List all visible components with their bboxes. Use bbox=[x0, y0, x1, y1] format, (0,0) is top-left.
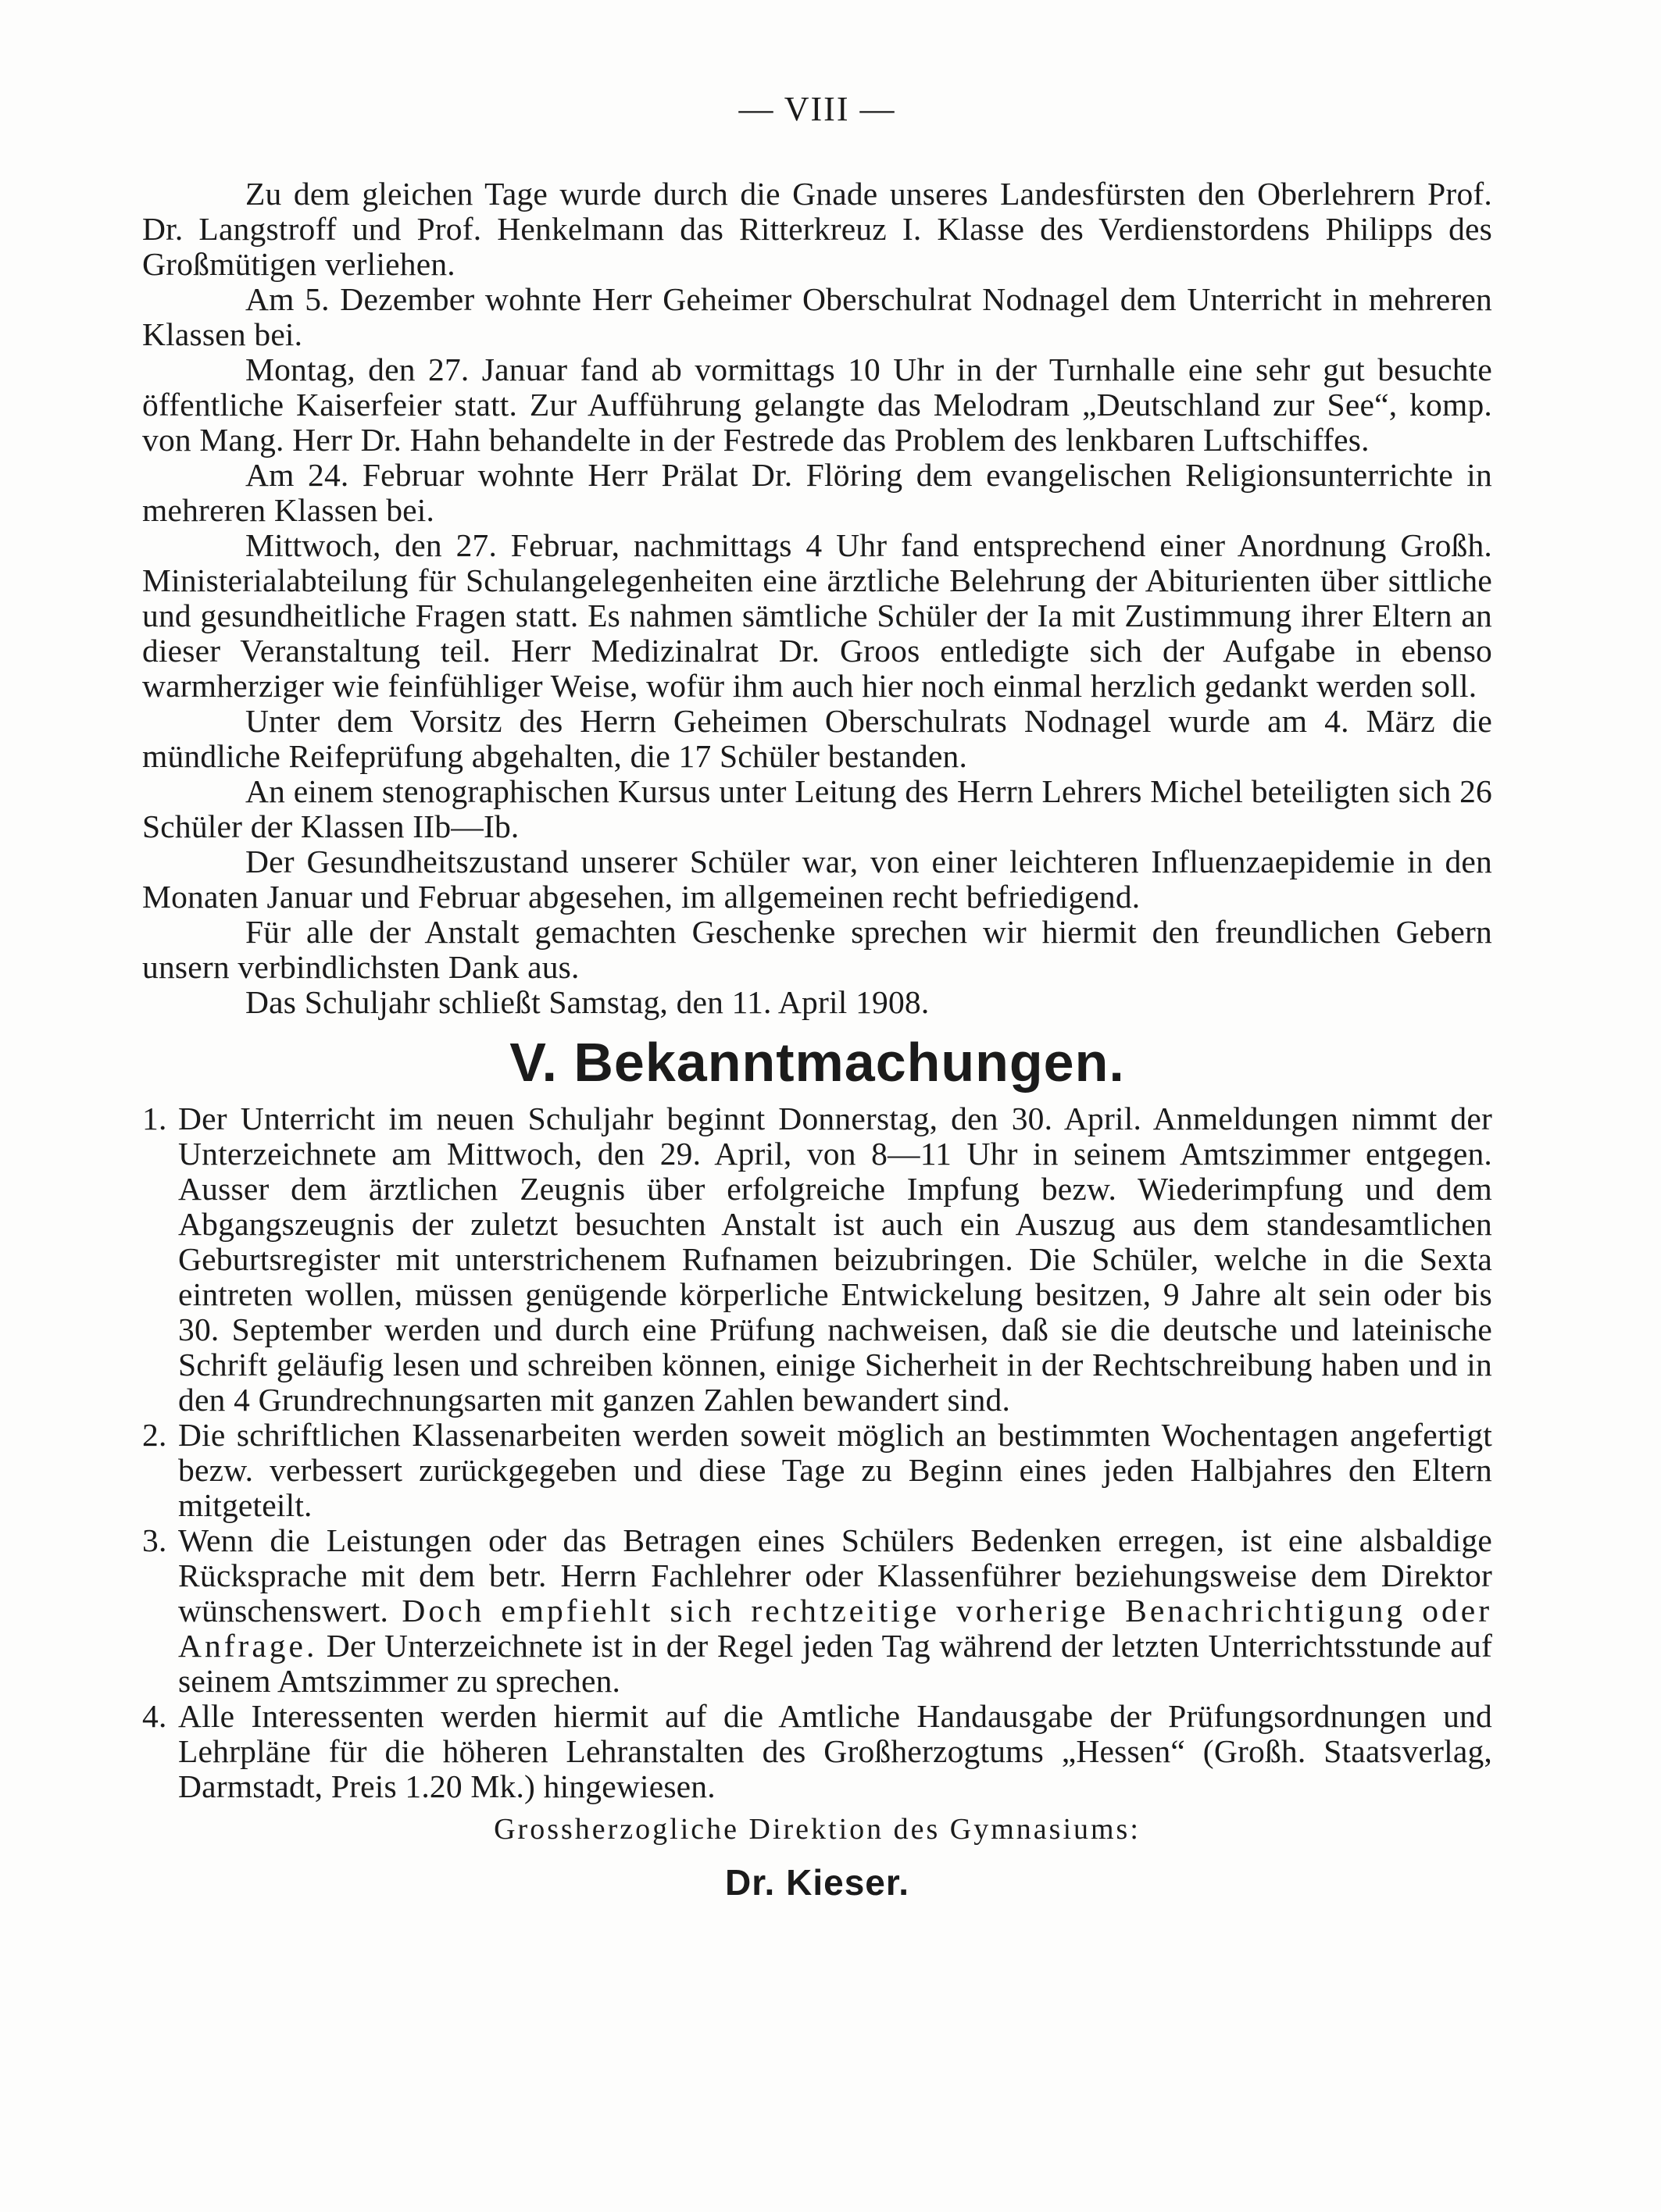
paragraph: An einem stenographischen Kursus unter Leitung des Herrn Lehrers Michel beteiligten sich 26 Schüler der Klassen IIb—Ib. bbox=[142, 773, 1492, 844]
paragraph: Für alle der Anstalt gemachten Geschenke sprechen wir hiermit den freundlichen Gebern unsern verbindlichsten Dank aus. bbox=[142, 914, 1492, 985]
announcement-item bbox=[142, 1418, 1492, 1523]
page-number: — VIII — bbox=[738, 90, 896, 128]
paragraph: Montag, den 27. Januar fand ab vormittags 10 Uhr in der Turnhalle eine sehr gut besuchte öffentliche Kaiserfeier statt. Zur Aufführung gelangte das Melodram „Deutschland zur See“, komp. von Mang. Herr Dr. Hahn behandelte in der Festrede das Problem des lenkbaren Luftschiffes. bbox=[142, 351, 1492, 458]
announcement-text: Alle Interessenten werden hiermit auf die Amtliche Handausgabe der Prüfungsordnungen und Lehrpläne für die höheren Lehranstalten des Großherzogtums „Hessen“ (Großh. Staatsverlag, Darmstadt, Preis 1.20 Mk.) hingewiesen. bbox=[178, 1698, 1492, 1804]
page-content bbox=[142, 86, 1492, 1906]
paragraph: Das Schuljahr schließt Samstag, den 11. April 1908. bbox=[245, 984, 930, 1020]
announcement-number: 4. bbox=[142, 1698, 167, 1734]
section-heading: V. Bekanntmachungen. bbox=[509, 1032, 1125, 1093]
announcement-item bbox=[142, 1699, 1492, 1804]
signature-name: Dr. Kieser. bbox=[724, 1862, 910, 1903]
paragraph: Zu dem gleichen Tage wurde durch die Gnade unseres Landesfürsten den Oberlehrern Prof. Dr. Langstroff und Prof. Henkelmann das Ritterkreuz I. Klasse des Verdienstordens Philipps des Großmütigen verliehen. bbox=[142, 176, 1492, 282]
paragraph: Mittwoch, den 27. Februar, nachmittags 4 Uhr fand entsprechend einer Anordnung Großh. Ministerialabteilung für Schulangelegenheiten eine ärztliche Belehrung der Abiturienten über sittliche und gesundheitliche Fragen statt. Es nahmen sämtliche Schüler der Ia mit Zustimmung ihrer Eltern an dieser Veranstaltung teil. Herr Medizinalrat Dr. Groos entledigte sich der Aufgabe in ebenso warmherziger wie feinfühliger Weise, wofür ihm auch hier noch einmal herzlich gedankt werden soll. bbox=[142, 527, 1492, 704]
signature-organization: Grossherzogliche Direktion des Gymnasiums: bbox=[494, 1813, 1141, 1846]
paragraph: Am 5. Dezember wohnte Herr Geheimer Oberschulrat Nodnagel dem Unterricht in mehreren Klassen bei. bbox=[142, 281, 1492, 352]
announcement-emphasized-text: Doch empfiehlt sich rechtzeitige vorherige Benachrichtigung oder Anfrage. bbox=[178, 1593, 1493, 1664]
announcement-number: 2. bbox=[142, 1417, 167, 1453]
announcement-item bbox=[142, 1523, 1492, 1699]
announcement-item bbox=[142, 1101, 1492, 1418]
announcement-text: Die schriftlichen Klassenarbeiten werden soweit möglich an bestimmten Wochentagen angefertigt bezw. verbessert zurückgegeben und diese Tage zu Beginn eines jeden Halbjahres den Eltern mitgeteilt. bbox=[178, 1417, 1492, 1523]
paragraph: Unter dem Vorsitz des Herrn Geheimen Oberschulrats Nodnagel wurde am 4. März die mündliche Reifeprüfung abgehalten, die 17 Schüler bestanden. bbox=[142, 703, 1492, 774]
announcement-number: 1. bbox=[142, 1101, 167, 1136]
announcement-text: Der Unterricht im neuen Schuljahr beginnt Donnerstag, den 30. April. Anmeldungen nimmt der Unterzeichnete am Mittwoch, den 29. April, von 8—11 Uhr in seinem Amtszimmer entgegen. Ausser dem ärztlichen Zeugnis über erfolgreiche Impfung bezw. Wiederimpfung und dem Abgangszeugnis der zuletzt besuchten Anstalt ist auch ein Auszug aus dem standesamtlichen Geburtsregister mit unterstrichenem Rufnamen beizubringen. Die Schüler, welche in die Sexta eintreten wollen, müssen genügende körperliche Entwickelung besitzen, 9 Jahre alt sein oder bis 30. September werden und durch eine Prüfung nachweisen, daß sie die deutsche und lateinische Schrift geläufig lesen und schreiben können, einige Sicherheit in der Rechtschreibung haben und in den 4 Grundrechnungsarten mit ganzen Zahlen bewandert sind. bbox=[178, 1101, 1492, 1418]
paragraph: Der Gesundheitszustand unserer Schüler war, von einer leichteren Influenzaepidemie in den Monaten Januar und Februar abgesehen, im allgemeinen recht befriedigend. bbox=[142, 844, 1492, 915]
announcement-number: 3. bbox=[142, 1522, 167, 1558]
paragraph: Am 24. Februar wohnte Herr Prälat Dr. Flöring dem evangelischen Religionsunterrichte in mehreren Klassen bei. bbox=[142, 457, 1492, 528]
announcement-text: Der Unterzeichnete ist in der Regel jeden Tag während der letzten Unterrichtsstunde auf seinem Amtszimmer zu sprechen. bbox=[178, 1628, 1492, 1699]
announcement-text: Wenn die Leistungen oder das Betragen eines Schülers Bedenken erregen, ist eine alsbaldige Rücksprache mit dem betr. Herrn Fachlehrer oder Klassenführer beziehungsweise dem Direktor wünschenswert. bbox=[178, 1522, 1492, 1629]
